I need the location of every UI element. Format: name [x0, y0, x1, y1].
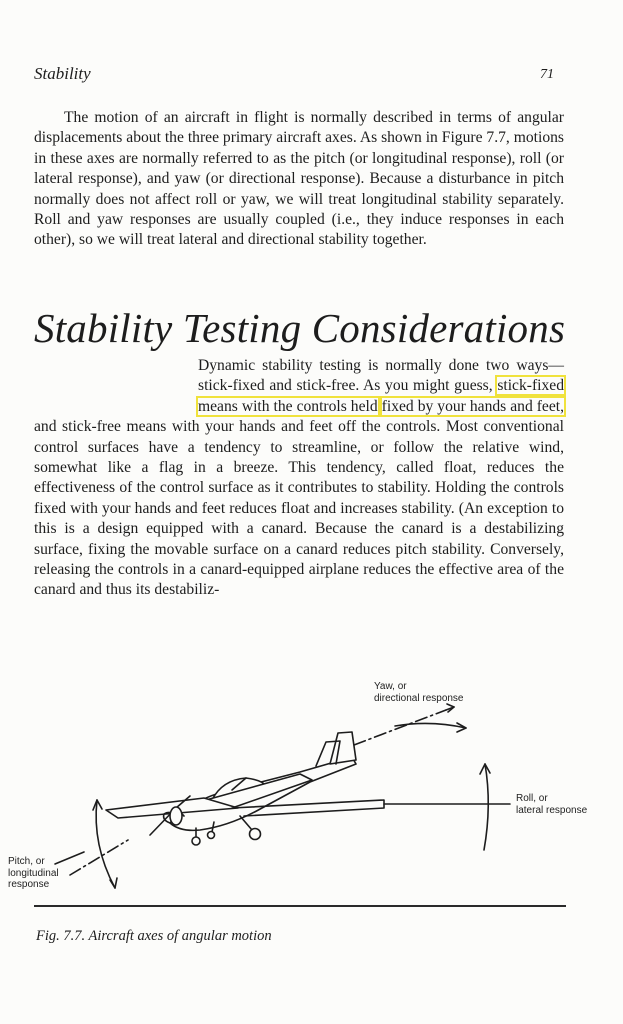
pitch-label-line1: Pitch, or [8, 856, 45, 867]
intro-paragraph: The motion of an aircraft in flight is normally described in terms of angular displacements about the three primary aircraft axes. As shown in Figure 7.7, motions in these axes are normally referred to as the pitch (or longitudinal response), roll (or lateral response), and yaw (or directional response). Because a disturbance in pitch normally does not affect roll or yaw, we will treat longitudinal stability separately. Roll and yaw responses are usually coupled (i.e., they induce responses in each other), so we will treat lateral and directional stability together. [34, 109, 564, 249]
yaw-label-line1: Yaw, or [374, 681, 407, 692]
highlighted-text-part1: stick-fixed means with the controls held [198, 377, 564, 415]
pitch-label-line2: longitudinal [8, 867, 59, 879]
aircraft-illustration [0, 640, 623, 910]
longitudinal-axis-line-rear [354, 710, 446, 745]
figure-caption: Fig. 7.7. Aircraft axes of angular motion [36, 928, 272, 944]
roll-label-line2: lateral response [516, 804, 588, 816]
pitch-leader-line [55, 852, 84, 864]
page-number: 71 [540, 67, 554, 82]
roll-label [516, 793, 587, 816]
body-paragraph [34, 356, 564, 601]
pitch-label [8, 856, 59, 891]
roll-arrow [484, 764, 488, 850]
paragraph-text-lead: Dynamic stability testing is normally done two ways—stick-fixed and stick-free. As you might guess, [198, 357, 564, 395]
paragraph-text-rest: and stick-free means with your hands and feet off the controls. Most conventional control surfaces have a tendency to streamline, or follow the relative wind, somewhat like a flag in a breeze. This tendency, called float, reduces the effectiveness of the control surface as it contributes to stability. Holding the controls fixed with your hands and feet reduces float and increases stability. (An exception to this is a design equipped with a canard. Because the canard is a destabilizing surface, fixing the movable surface on a canard reduces pitch stability. Conversely, releasing the controls in a canard-equipped airplane reduces the effective area of the canard and thus its destabiliz- [34, 418, 564, 599]
aircraft-axes-figure [0, 640, 623, 910]
running-header-chapter: Stability [34, 64, 91, 83]
section-heading: Stability Testing Considerations [34, 305, 566, 351]
yaw-label-line2: directional response [374, 692, 464, 704]
figure-rule [34, 905, 566, 907]
vertical-stabilizer [330, 732, 356, 764]
heading-indent-spacer [34, 356, 198, 416]
roll-label-line1: Roll, or [516, 793, 548, 804]
yaw-label [374, 681, 464, 704]
pitch-label-line3: response [8, 879, 50, 890]
main-gear [240, 816, 252, 830]
highlighted-text-part2: fixed by your hands and feet, [381, 397, 565, 415]
